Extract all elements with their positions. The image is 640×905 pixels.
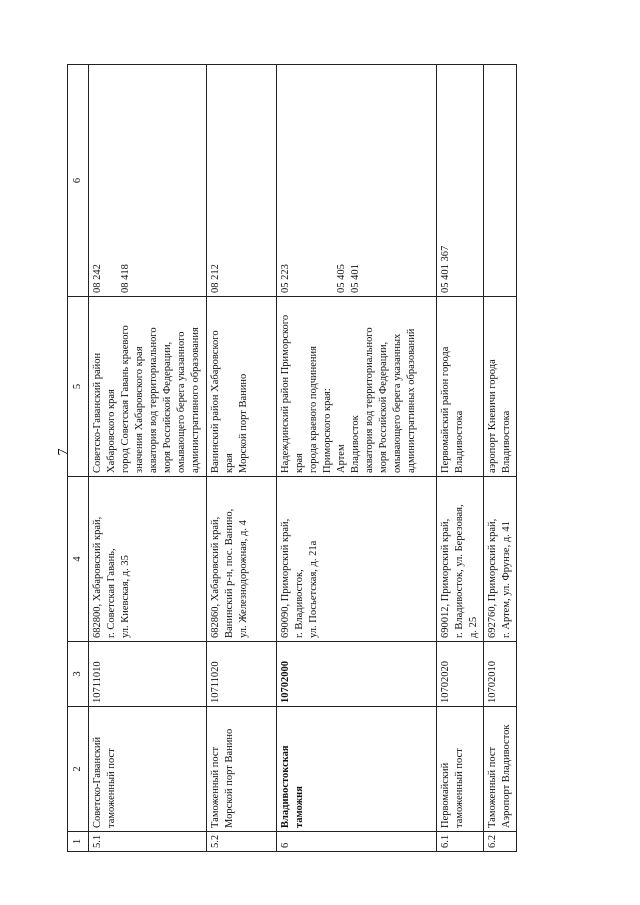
territory-line: Надеждинский район Приморского	[280, 314, 291, 473]
header-cell: 6	[68, 65, 89, 297]
territory-line: аэропорт Кневичи города	[487, 359, 498, 473]
post-name: Морской порт Ванино	[224, 728, 235, 828]
post-name: Первомайский	[440, 762, 451, 828]
territory-line: административных образований	[406, 328, 417, 473]
address-line: 692760, Приморский край,	[487, 518, 498, 638]
post-name-cell	[89, 707, 207, 832]
address-line: г. Владивосток,	[294, 569, 305, 638]
address-cell	[437, 477, 484, 642]
post-code: 10711010	[89, 642, 207, 707]
okato-cell	[277, 65, 437, 297]
post-name: таможенный пост	[106, 748, 117, 828]
territory-line: Первомайский район города	[440, 346, 451, 473]
table-row	[277, 65, 437, 852]
address-line: ул. Киевская, д. 35	[120, 555, 131, 638]
okato-code: 05 405	[336, 264, 347, 293]
address-line: ул. Железнодорожная, д. 4	[238, 520, 249, 638]
header-cell: 5	[68, 297, 89, 477]
territory-cell	[484, 297, 517, 477]
address-line: 690090, Приморский край,	[280, 518, 291, 638]
row-number: 6.1	[437, 832, 484, 852]
row-number: 6	[277, 832, 437, 852]
post-code: 10711020	[207, 642, 277, 707]
okato-code: 08 212	[210, 264, 221, 293]
address-cell	[207, 477, 277, 642]
address-cell	[484, 477, 517, 642]
row-number: 5.1	[89, 832, 207, 852]
post-code: 10702010	[484, 642, 517, 707]
header-cell: 1	[68, 832, 89, 852]
address-line: Ванинский р-н, пос. Ванино,	[224, 508, 235, 638]
territory-cell	[277, 297, 437, 477]
page-number: 7	[56, 448, 71, 456]
okato-code: 08 242	[92, 264, 103, 293]
territory-line: акватория вод территориального	[148, 327, 159, 473]
territory-line: Владивосток	[350, 415, 361, 473]
territory-line: моря Российской Федерации,	[378, 341, 389, 473]
table-row	[207, 65, 277, 852]
okato-cell	[437, 65, 484, 297]
territory-line: Хабаровского края	[106, 389, 117, 473]
territory-line: омывающего берега указанных	[392, 333, 403, 473]
post-name: Таможенный пост	[210, 746, 221, 828]
okato-cell	[484, 65, 517, 297]
post-name: таможня	[294, 786, 305, 828]
row-number: 5.2	[207, 832, 277, 852]
okato-code: 05 223	[280, 264, 291, 293]
address-cell	[89, 477, 207, 642]
territory-line: административного образования	[190, 327, 201, 473]
post-code: 10702020	[437, 642, 484, 707]
territory-line: Приморского края:	[322, 388, 333, 473]
address-line: г. Советская Гавань,	[106, 548, 117, 638]
okato-code: 05 401	[350, 264, 361, 293]
territory-line: Морской порт Ванино	[238, 373, 249, 473]
territory-cell	[89, 297, 207, 477]
address-line: ул. Посьетская, д. 21а	[308, 540, 319, 638]
okato-code: 05 401 367	[440, 245, 451, 293]
territory-line: края	[224, 453, 235, 473]
territory-line: Ванинский район Хабаровского	[210, 330, 221, 473]
post-name: Советско-Гаванский	[92, 736, 103, 828]
header-cell: 2	[68, 707, 89, 832]
post-name: Владивостокская	[280, 745, 291, 828]
header-cell: 3	[68, 642, 89, 707]
territory-line: моря Российской Федерации,	[162, 341, 173, 473]
post-name: таможенный пост	[454, 748, 465, 828]
post-name: Аэропорт Владивосток	[501, 724, 512, 828]
territory-line: Владивостока	[501, 410, 512, 473]
territory-line: город Советская Гавань краевого	[120, 325, 131, 473]
post-name-cell	[207, 707, 277, 832]
territory-line: Владивостока	[454, 410, 465, 473]
customs-register-table	[67, 64, 517, 852]
address-cell	[277, 477, 437, 642]
territory-line: города краевого подчинения	[308, 345, 319, 473]
header-cell: 4	[68, 477, 89, 642]
territory-line: Артем	[336, 444, 347, 473]
table-row	[89, 65, 207, 852]
okato-cell	[207, 65, 277, 297]
address-line: 682800, Хабаровский край,	[92, 516, 103, 638]
territory-line: омывающего берега указанного	[176, 331, 187, 473]
address-line: г. Владивосток, ул. Березовая,	[454, 504, 465, 638]
address-line: 690012, Приморский край,	[440, 518, 451, 638]
address-line: г. Артем, ул. Фрунзе, д. 41	[501, 521, 512, 638]
post-code: 10702000	[277, 642, 437, 707]
table-header-row	[68, 65, 89, 852]
territory-line: края	[294, 453, 305, 473]
post-name: Таможенный пост	[487, 746, 498, 828]
row-number: 6.2	[484, 832, 517, 852]
table-row	[484, 65, 517, 852]
address-line: д. 25	[468, 616, 479, 638]
address-line: 682860, Хабаровский край,	[210, 516, 221, 638]
territory-line: значения Хабаровского края	[134, 346, 145, 473]
post-name-cell	[437, 707, 484, 832]
post-name-cell	[277, 707, 437, 832]
okato-cell	[89, 65, 207, 297]
territory-line: акватория вод территориального	[364, 327, 375, 473]
territory-cell	[437, 297, 484, 477]
territory-line: Советско-Гаванский район	[92, 352, 103, 473]
okato-code: 08 418	[120, 264, 131, 293]
rotated-page-content	[67, 65, 512, 852]
territory-cell	[207, 297, 277, 477]
post-name-cell	[484, 707, 517, 832]
table-row	[437, 65, 484, 852]
